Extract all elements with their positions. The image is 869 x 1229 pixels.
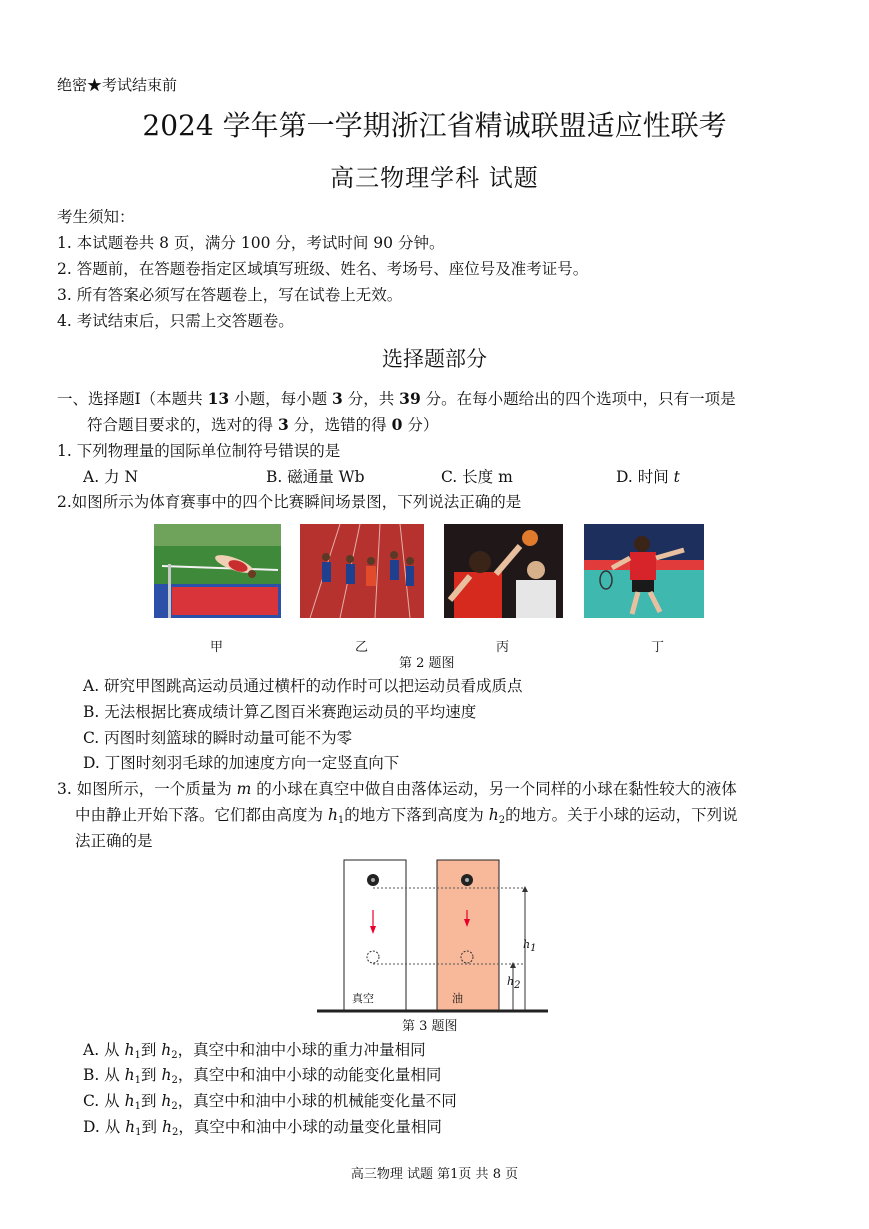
question-1-stem: 1. 下列物理量的国际单位制符号错误的是 — [57, 442, 341, 460]
figure-2-caption: 第 2 题图 — [399, 656, 455, 671]
q3-option-b: B. 从 $h_1$到 $h_2$，真空中和油中小球的动能变化量相同 — [83, 1066, 442, 1086]
h1-label: $h_1$ — [523, 938, 537, 954]
notice-item: 1. 本试题卷共 8 页，满分 100 分，考试时间 90 分钟。 — [57, 234, 445, 252]
figure-3-caption: 第 3 题图 — [402, 1019, 458, 1034]
photo-label-yi: 乙 — [355, 640, 369, 655]
photo-basketball — [444, 524, 563, 618]
question-2-stem: 2.如图所示为体育赛事中的四个比赛瞬间场景图，下列说法正确的是 — [57, 493, 522, 511]
exam-subtitle: 高三物理学科 试题 — [330, 164, 539, 192]
notice-heading: 考生须知： — [57, 208, 135, 226]
q2-option-d: D. 丁图时刻羽毛球的加速度方向一定竖直向下 — [83, 754, 400, 772]
photo-label-bing: 丙 — [496, 640, 510, 655]
photo-sprint — [300, 524, 424, 618]
q1-option-a: A. 力 N — [83, 468, 139, 486]
part-instructions: 一、选择题Ⅰ（本题共 13 小题，每小题 3 分，共 39 分。在每小题给出的四个选项中，只有一项是 符合题目要求的，选对的得 3 分，选错的得 0 分） — [57, 389, 736, 434]
section-title: 选择题部分 — [382, 347, 487, 371]
q3-option-c: C. 从 $h_1$到 $h_2$，真空中和油中小球的机械能变化量不同 — [83, 1092, 457, 1112]
page-footer: 高三物理 试题 第1页 共 8 页 — [350, 1167, 519, 1182]
h2-label: $h_2$ — [507, 975, 521, 991]
q1-option-b: B. 磁通量 Wb — [266, 468, 365, 486]
q2-option-c: C. 丙图时刻篮球的瞬时动量可能不为零 — [83, 729, 353, 747]
photo-badminton — [584, 524, 704, 618]
question-3-stem-line2: 中由静止开始下落。它们都由高度为 $h_1$的地方下落到高度为 $h_2$的地方。关于小球的运动，下列说 — [75, 806, 738, 826]
q3-option-d: D. 从 $h_1$到 $h_2$，真空中和油中小球的动量变化量相同 — [83, 1118, 442, 1138]
photo-label-jia: 甲 — [210, 640, 224, 655]
q1-option-c: C. 长度 m — [441, 468, 513, 486]
notice-item: 3. 所有答案必须写在答题卷上，写在试卷上无效。 — [57, 286, 403, 304]
question-3-stem-line3: 法正确的是 — [75, 832, 153, 850]
confidential-mark: 绝密★考试结束前 — [57, 76, 178, 94]
notice-item: 2. 答题前，在答题卷指定区域填写班级、姓名、考场号、座位号及准考证号。 — [57, 260, 589, 278]
exam-title: 2024 学年第一学期浙江省精诚联盟适应性联考 — [142, 109, 727, 142]
photo-high-jump — [154, 524, 281, 618]
q2-option-a: A. 研究甲图跳高运动员通过横杆的动作时可以把运动员看成质点 — [83, 677, 523, 695]
q1-option-d: D. 时间 t — [616, 468, 680, 486]
q3-option-a: A. 从 $h_1$到 $h_2$，真空中和油中小球的重力冲量相同 — [83, 1041, 426, 1061]
falling-balls-diagram — [315, 856, 555, 1016]
photo-label-ding: 丁 — [651, 640, 665, 655]
vacuum-label: 真空 — [352, 992, 374, 1005]
oil-label: 油 — [452, 992, 463, 1005]
q2-option-b: B. 无法根据比赛成绩计算乙图百米赛跑运动员的平均速度 — [83, 703, 477, 721]
notice-item: 4. 考试结束后，只需上交答题卷。 — [57, 312, 294, 330]
question-3-stem-line1: 3. 如图所示，一个质量为 m 的小球在真空中做自由落体运动，另一个同样的小球在黏性较大的液体 — [57, 780, 737, 798]
